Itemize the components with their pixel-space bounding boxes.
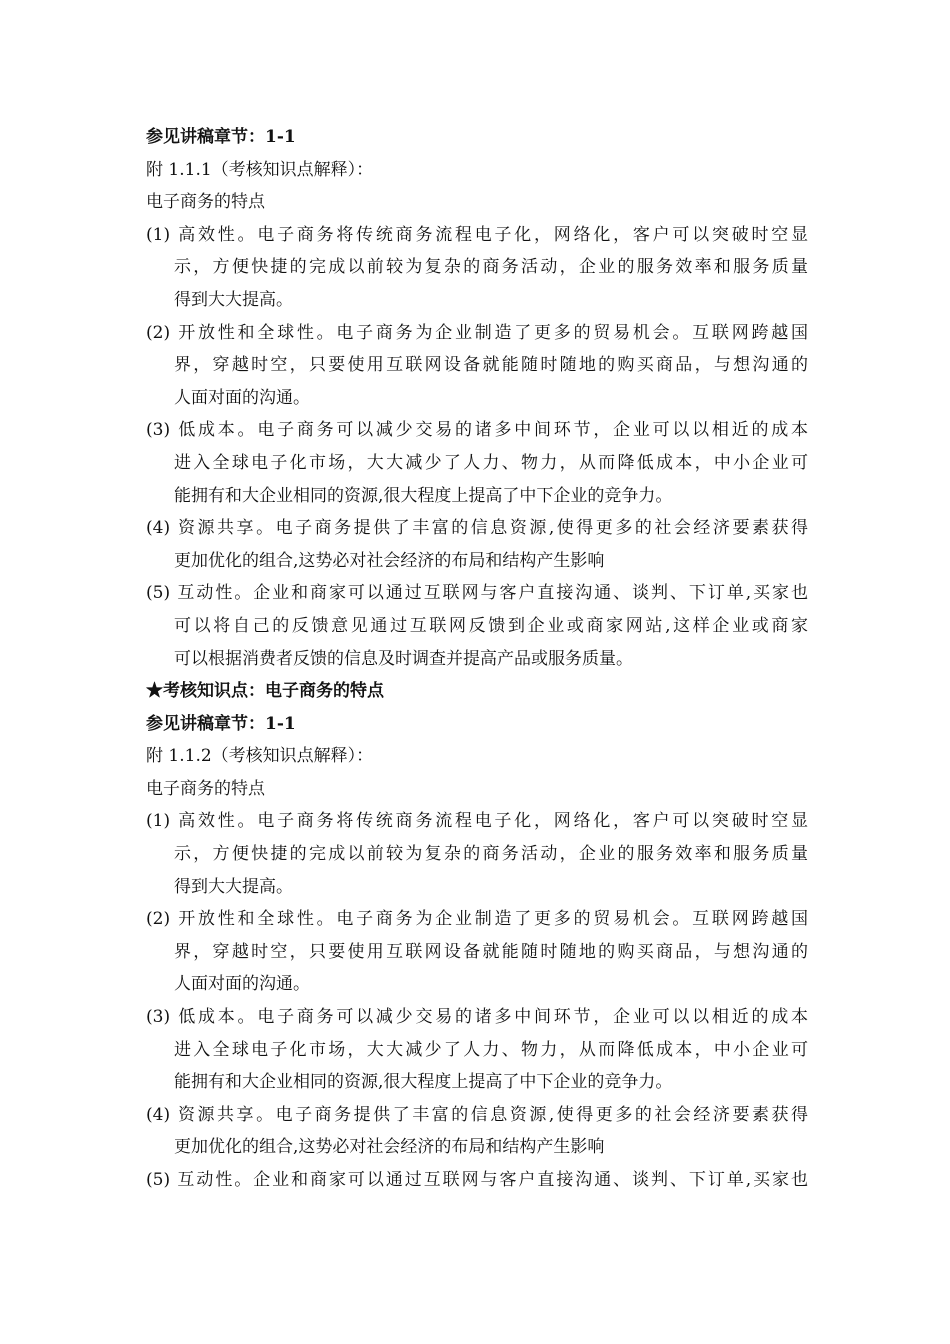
item-text-line: 更加优化的组合,这势必对社会经济的布局和结构产生影响 <box>174 1137 605 1158</box>
item-text-line: 可以根据消费者反馈的信息及时调查并提高产品或服务质量。 <box>174 648 633 669</box>
feature-item-openness <box>146 317 808 415</box>
feature-item-resource-sharing <box>146 1099 808 1164</box>
item-text-line: 示，方便快捷的完成以前较为复杂的商务活动，企业的服务效率和服务质量 <box>174 844 808 865</box>
feature-item-interactivity <box>146 1164 808 1197</box>
item-text-line: 界，穿越时空，只要使用互联网设备就能随时随地的购买商品，与想沟通的 <box>174 355 808 376</box>
item-text-line: 人面对面的沟通。 <box>174 387 310 408</box>
feature-item-resource-sharing <box>146 512 808 577</box>
item-text-line: 得到大大提高。 <box>174 876 293 897</box>
item-text-line: 可以将自己的反馈意见通过互联网反馈到企业或商家网站,这样企业或商家 <box>174 615 808 636</box>
item-text-line: 进入全球电子化市场，大大减少了人力、物力，从而降低成本，中小企业可 <box>174 1039 808 1060</box>
reference-chapter: 参见讲稿章节：1-1 <box>146 127 296 147</box>
feature-item-low-cost <box>146 414 808 512</box>
feature-item-efficiency <box>146 219 808 317</box>
item-text-line: (4) 资源共享。电子商务提供了丰富的信息资源,使得更多的社会经济要素获得 <box>146 518 808 539</box>
item-text-line: 得到大大提高。 <box>174 289 293 310</box>
item-text-line: 能拥有和大企业相同的资源,很大程度上提高了中下企业的竞争力。 <box>174 485 673 506</box>
document-content <box>146 121 808 1197</box>
item-text-line: (2) 开放性和全球性。电子商务为企业制造了更多的贸易机会。互联网跨越国 <box>146 322 808 343</box>
item-text-line: 进入全球电子化市场，大大减少了人力、物力，从而降低成本，中小企业可 <box>174 452 808 473</box>
item-text-line: (2) 开放性和全球性。电子商务为企业制造了更多的贸易机会。互联网跨越国 <box>146 909 808 930</box>
item-text-line: 示，方便快捷的完成以前较为复杂的商务活动，企业的服务效率和服务质量 <box>174 257 808 278</box>
item-text-line: (5) 互动性。企业和商家可以通过互联网与客户直接沟通、谈判、下订单,买家也 <box>146 583 808 604</box>
appendix-heading: 附 1.1.1（考核知识点解释）： <box>146 159 374 180</box>
item-text-line: 能拥有和大企业相同的资源,很大程度上提高了中下企业的竞争力。 <box>174 1072 673 1093</box>
feature-item-low-cost <box>146 1001 808 1099</box>
topic-title: 电子商务的特点 <box>146 778 265 799</box>
item-text-line: (4) 资源共享。电子商务提供了丰富的信息资源,使得更多的社会经济要素获得 <box>146 1104 808 1125</box>
topic-title: 电子商务的特点 <box>146 192 265 213</box>
item-text-line: 界，穿越时空，只要使用互联网设备就能随时随地的购买商品，与想沟通的 <box>174 941 808 962</box>
item-text-line: (3) 低成本。电子商务可以减少交易的诸多中间环节，企业可以以相近的成本 <box>146 420 808 441</box>
feature-item-efficiency <box>146 805 808 903</box>
item-text-line: (3) 低成本。电子商务可以减少交易的诸多中间环节，企业可以以相近的成本 <box>146 1007 808 1028</box>
key-point-heading: ★考核知识点：电子商务的特点 <box>146 681 384 702</box>
item-text-line: 更加优化的组合,这势必对社会经济的布局和结构产生影响 <box>174 550 605 571</box>
item-text-line: 人面对面的沟通。 <box>174 974 310 995</box>
item-text-line: (1) 高效性。电子商务将传统商务流程电子化，网络化，客户可以突破时空显 <box>146 811 808 832</box>
feature-item-interactivity <box>146 577 808 675</box>
feature-item-openness <box>146 903 808 1001</box>
item-text-line: (1) 高效性。电子商务将传统商务流程电子化，网络化，客户可以突破时空显 <box>146 224 808 245</box>
appendix-heading: 附 1.1.2（考核知识点解释）： <box>146 746 374 767</box>
item-text-line: (5) 互动性。企业和商家可以通过互联网与客户直接沟通、谈判、下订单,买家也 <box>146 1170 808 1190</box>
reference-chapter: 参见讲稿章节：1-1 <box>146 713 296 734</box>
